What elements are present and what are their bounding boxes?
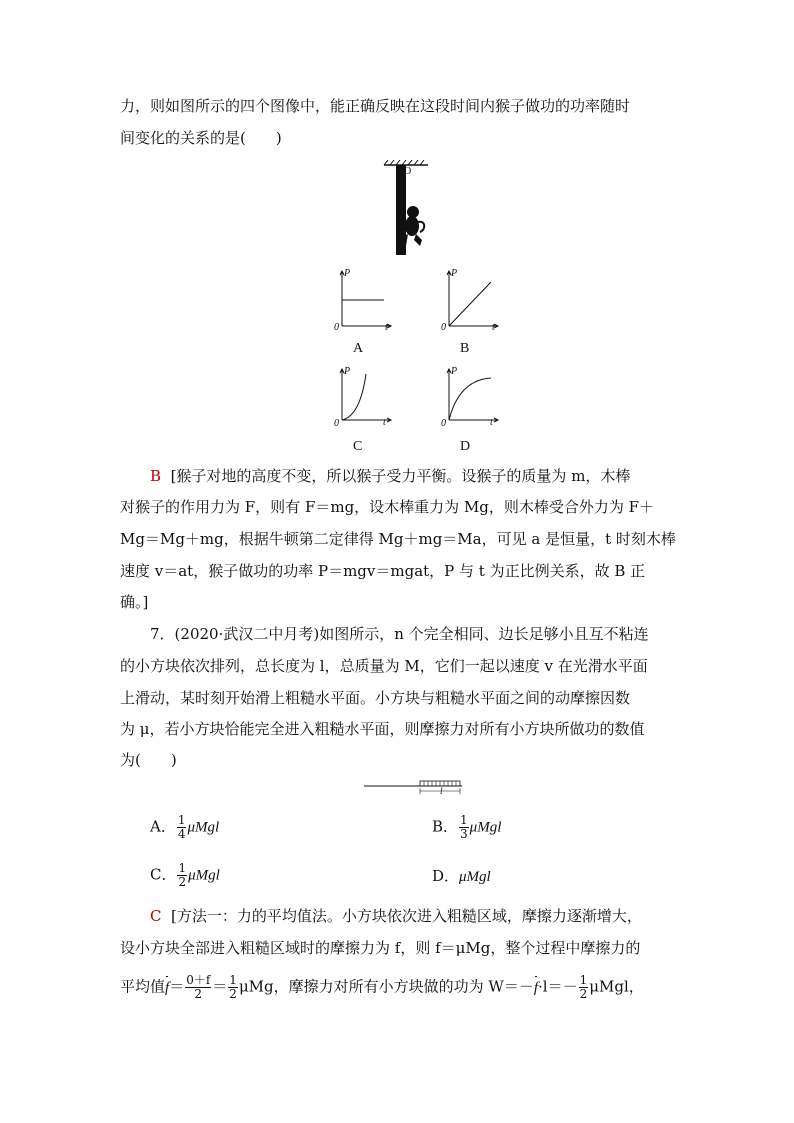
q7-line-4: 为 μ，若小方块恰能完全进入粗糙水平面，则摩擦力对所有小方块所做功的数值 bbox=[120, 720, 645, 738]
answer-7-line-3: 平均值f＝ $\frac{0+f}{2}$ ＝ $\frac{1}{2}$ μMg，摩擦力对所有小方块做的功为 W＝－f·l＝－ $\frac{1}{2}$ μMgl， bbox=[120, 973, 644, 1001]
graph-b-label: B bbox=[460, 341, 470, 356]
graph-c-label: C bbox=[353, 439, 363, 454]
answer-6-letter: B bbox=[150, 467, 162, 485]
answer-6-line-2: 对猴子的作用力为 F，则有 F＝mg，设木棒重力为 Mg，则木棒受合外力为 F＋ bbox=[120, 498, 655, 516]
q7-line-3: 上滑动，某时刻开始滑上粗糙水平面。小方块与粗糙水平面之间的动摩擦因数 bbox=[120, 689, 631, 707]
graph-d-t-label: t bbox=[490, 417, 493, 428]
graph-c-origin: 0 bbox=[334, 418, 339, 429]
q6-line-1: 力，则如图所示的四个图像中，能正确反映在这段时间内猴子做功的功率随时 bbox=[120, 97, 631, 115]
q6-line-2: 间变化的关系的是( ) bbox=[120, 129, 282, 147]
graph-c-p-label: P bbox=[344, 366, 351, 377]
graph-a-p-label: P bbox=[344, 268, 351, 279]
option-c[interactable]: C． $\frac{1}{2}$ μMgl bbox=[150, 861, 220, 889]
graph-a-t-label: t bbox=[385, 322, 388, 333]
answer-6-line-1 bbox=[150, 466, 630, 486]
graph-a-label: A bbox=[353, 341, 364, 356]
answer-7-text-1: [方法一：力的平均值法。小方块依次进入粗糙区域，摩擦力逐渐增大， bbox=[171, 907, 642, 925]
graph-d-label: D bbox=[460, 439, 471, 454]
surface-length-label: l bbox=[440, 786, 443, 796]
hinge-label: O bbox=[404, 166, 412, 177]
answer-7-line-2: 设小方块全部进入粗糙区域时的摩擦力为 f，则 f＝μMg，整个过程中摩擦力的 bbox=[120, 939, 641, 957]
graph-b-p-label: P bbox=[451, 268, 458, 279]
option-d[interactable]: D．μMgl bbox=[432, 867, 491, 885]
answer-6-line-3: Mg＝Mg＋mg，根据牛顿第二定律得 Mg＋mg＝Ma，可见 a 是恒量，t 时刻木棒 bbox=[120, 530, 676, 548]
answer-7-letter: C bbox=[150, 907, 162, 925]
answer-7-line-1 bbox=[150, 906, 642, 926]
graph-c-t-label: t bbox=[383, 417, 386, 428]
q7-line-2: 的小方块依次排列，总长度为 l，总质量为 M，它们一起以速度 v 在光滑水平面 bbox=[120, 657, 648, 675]
answer-6-text-1: [猴子对地的高度不变，所以猴子受力平衡。设猴子的质量为 m，木棒 bbox=[170, 467, 631, 485]
graph-d-origin: 0 bbox=[441, 418, 446, 429]
q7-line-1: 7．(2020·武汉二中月考)如图所示，n 个完全相同、边长足够小且互不粘连 bbox=[150, 625, 649, 643]
surface-figure bbox=[362, 778, 466, 798]
graph-b-origin: 0 bbox=[441, 322, 446, 333]
graph-d-p-label: P bbox=[451, 366, 458, 377]
option-a[interactable]: A． $\frac{1}{4}$ μMgl bbox=[150, 813, 220, 841]
answer-6-line-4: 速度 v＝at，猴子做功的功率 P＝mgv＝mgat，P 与 t 为正比例关系，故 B 正 bbox=[120, 562, 646, 580]
graph-a-origin: 0 bbox=[334, 322, 339, 333]
option-b[interactable]: B． $\frac{1}{3}$ μMgl bbox=[432, 813, 502, 841]
graph-b-t-label: t bbox=[492, 322, 495, 333]
answer-6-line-5: 确。] bbox=[120, 593, 149, 611]
q7-line-5: 为( ) bbox=[120, 751, 177, 769]
